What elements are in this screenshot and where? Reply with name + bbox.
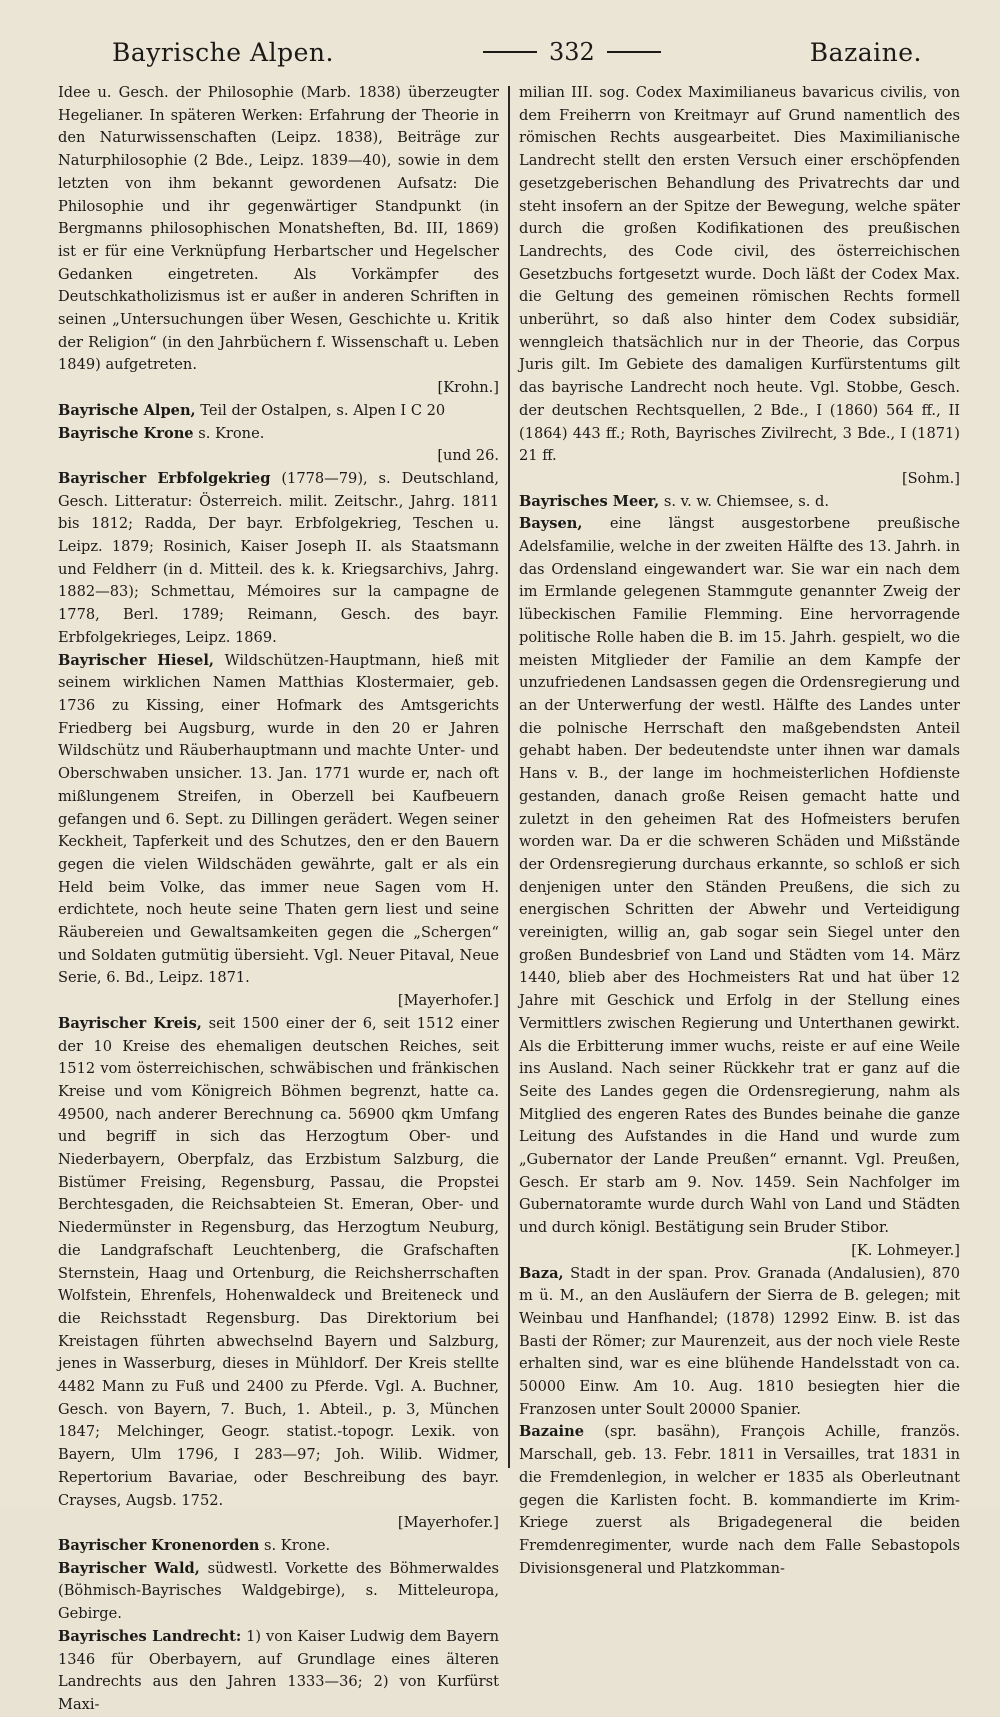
entry-signature: [Mayerhofer.]	[397, 1514, 499, 1532]
dictionary-entry	[58, 1013, 499, 1535]
entry-text: Stadt in der span. Prov. Granada (Andalusien), 870 m ü. M., an den Ausläufern der Sierra de B. gelegen; mit Weinbau und Hanfhandel; (1878) 12992 Einw. B. ist das Basti der Römer; zur Maurenzeit, aus der noch viele Reste erhalten sind, war es eine blühende Handelsstadt von ca. 50000 Einw. Am 10. Aug. 1810 besiegten hier die Franzosen unter Soult 20000 Spanier.	[519, 1264, 960, 1418]
running-head-right: Bazaine.	[809, 37, 922, 67]
dictionary-entry	[519, 82, 960, 491]
dictionary-entry	[58, 1626, 499, 1717]
entry-headword: Baysen,	[519, 515, 583, 533]
entry-headword: Bayrisches Landrecht:	[58, 1627, 242, 1645]
entry-headword: Bayrischer Kreis,	[58, 1014, 202, 1032]
dictionary-entry	[519, 1263, 960, 1422]
entry-headword: Baza,	[519, 1264, 564, 1282]
entry-headword: Bayrischer Wald,	[58, 1559, 200, 1577]
entry-text: seit 1500 einer der 6, seit 1512 einer der 10 Kreise des ehemaligen deutschen Reiches, seit 1512 vom österreichischen, schwäbischen und fränkischen Kreise und vom Königreich Böhmen begrenzt, hatte ca. 49500, nach anderer Berechnung ca. 56900 qkm Umfang und begriff in sich das Herzogtum Ober- und Niederbayern, Oberpfalz, das Erzbistum Salzburg, die Bistümer Freising, Regensburg, Passau, die Propstei Berchtesgaden, die Reichsabteien St. Emeran, Ober- und Niedermünster in Regensburg, das Herzogtum Neuburg, die Landgrafschaft Leuchtenberg, die Grafschaften Sternstein, Haag und Ortenburg, die Reichsherrschaften Wolfstein, Ehrenfels, Hohenwaldeck und Breiteneck und die Reichsstadt Regensburg. Das Direktorium bei Kreistagen führten abwechselnd Bayern und Salzburg, jenes in Wasserburg, dieses in Mühldorf. Der Kreis stellte 4482 Mann zu Fuß und 2400 zu Pferde. Vgl. A. Buchner, Gesch. von Bayern, 7. Buch, 1. Abteil., p. 3, München 1847; Melchinger, Geogr. statist.-topogr. Lexik. von Bayern, Ulm 1796, I 283—97; Joh. Wilib. Widmer, Repertorium Bavariae, oder Beschreibung des bayr. Crayses, Augsb. 1752.	[58, 1014, 499, 1509]
entry-signature: [und 26.	[437, 447, 499, 465]
dictionary-entry	[519, 513, 960, 1262]
dictionary-entry	[58, 1558, 499, 1626]
entry-text: eine längst ausgestorbene preußische Adelsfamilie, welche in der zweiten Hälfte des 13. Jahrh. in das Ordensland eingewandert war. Sie war ein nach dem im Ermlande gelegenen Stammgute genannter Zweig der lübeckischen Familie Flemming. Eine hervorragende politische Rolle haben die B. im 15. Jahrh. gespielt, wo die meisten Mitglieder der Familie an dem Kampfe der unzufriedenen Landsassen gegen die Ordensregierung und an der Unterwerfung der westl. Hälfte des Landes unter die polnische Herrschaft den maßgebendsten Anteil gehabt haben. Der bedeutendste unter ihnen war damals Hans v. B., der lange im hochmeisterlichen Hofdienste gestanden, danach große Reisen gemacht hatte und zuletzt in den geheimen Rat des Hofmeisters berufen worden war. Da er die schweren Schäden und Mißstände der Ordensregierung durchaus erkannte, so schloß er sich denjenigen unter den Ständen Preußens, die sich zu energischen Schritten der Abwehr und Verteidigung vereinigten, willig an, gab sogar sein Siegel unter den großen Bundesbrief von Land und Städten vom 14. März 1440, blieb aber des Hochmeisters Rat und hat über 12 Jahre mit Geschick und Erfolg in der Stellung eines Vermittlers zwischen Regierung und Unterthanen gewirkt. Als die Erbitterung immer wuchs, reiste er auf eine Weile ins Ausland. Nach seiner Rückkehr trat er ganz auf die Seite des Landes gegen die Ordensregierung, nahm als Mitglied des engeren Rates des Bundes beinahe die ganze Leitung des Aufstandes in die Hand und wurde zum „Gubernator der Lande Preußen“ ernannt. Vgl. Preußen, Gesch. Er starb am 9. Nov. 1459. Sein Nachfolger im Gubernatoramte wurde durch Wahl von Land und Städten und durch königl. Bestätigung sein Bruder Stibor.	[519, 515, 960, 1237]
entry-text: milian III. sog. Codex Maximilianeus bavaricus civilis, von dem Freiherrn von Kreitmayr auf Grund namentlich des römischen Rechts ausgearbeitet. Dies Maximilianische Landrecht stellt den ersten Versuch einer erschöpfenden gesetzgeberischen Behandlung des Privatrechts dar und steht insofern an der Spitze der Bewegung, welche später durch die großen Kodifikationen des preußischen Landrechts, des Code civil, des österreichischen Gesetzbuchs fortgesetzt wurde. Doch läßt der Codex Max. die Geltung des gemeinen römischen Rechts formell unberührt, so daß also hinter dem Codex subsidiär, wenngleich thatsächlich nur in der Theorie, das Corpus Juris gilt. Im Gebiete des damaligen Kurfürstentums gilt das bayrische Landrecht noch heute. Vgl. Stobbe, Gesch. der deutschen Rechtsquellen, 2 Bde., I (1860) 564 ff., II (1864) 443 ff.; Roth, Bayrisches Zivilrecht, 3 Bde., I (1871) 21 ff.	[519, 84, 960, 465]
dictionary-entry	[519, 491, 960, 514]
entry-text: 1) von Kaiser Ludwig dem Bayern 1346 für Oberbayern, auf Grundlage eines älteren Landrechts aus den Jahren 1333—36; 2) von Kurfürst Maxi-	[58, 1627, 499, 1713]
page-number: 332	[548, 38, 595, 66]
entry-headword: Bayrische Alpen,	[58, 401, 196, 419]
entry-headword: Bayrischer Kronenorden	[58, 1537, 260, 1554]
dictionary-entry	[58, 468, 499, 650]
entry-headword: Bayrischer Erbfolgekrieg	[58, 469, 271, 487]
entry-text: Wildschützen-Hauptmann, hieß mit seinem wirklichen Namen Matthias Klostermaier, geb. 1736 zu Kissing, einer Hofmark des Amtsgerichts Friedberg bei Augsburg, wurde in den 20 er Jahren Wildschütz und Räuberhauptmann und machte Unter- und Oberschwaben unsicher. 13. Jan. 1771 wurde er, nach oft mißlungenem Streifen, in Oberzell bei Kaufbeuern gefangen und 6. Sept. zu Dillingen gerädert. Wegen seiner Keckheit, Tapferkeit und des Schutzes, den er den Bauern gegen die vielen Wildschäden gewährte, galt er als ein Held beim Volke, das immer neue Sagen vom H. erdichtete, noch heute seine Thaten gern liest und seine Räubereien und Gewaltsamkeiten gegen die „Schergen“ und Soldaten gutmütig übersieht. Vgl. Neuer Pitaval, Neue Serie, 6. Bd., Leipz. 1871.	[58, 651, 500, 987]
page-number-block	[483, 38, 661, 66]
entry-signature: [Sohm.]	[901, 469, 960, 487]
entry-headword: Bayrisches Meer,	[519, 492, 660, 510]
entry-text: s. Krone.	[259, 1537, 331, 1554]
header-dash-right	[607, 51, 661, 53]
entry-signature: [K. Lohmeyer.]	[851, 1241, 960, 1259]
entry-text: (1778—79), s. Deutschland, Gesch. Litteratur: Österreich. milit. Zeitschr., Jahrg. 1811 bis 1812; Radda, Der bayr. Erbfolgekrieg, Teschen u. Leipz. 1879; Rosinich, Kaiser Joseph II. als Staatsmann und Feldherr (in d. Mitteil. des k. k. Kriegsarchivs, Jahrg. 1882—83); Schmettau, Mémoires sur la campagne de 1778, Berl. 1789; Reimann, Gesch. des bayr. Erbfolgekrieges, Leipz. 1869.	[58, 469, 499, 646]
dictionary-entry	[58, 423, 499, 468]
entry-headword: Bayrische Krone	[58, 424, 194, 442]
dictionary-entry	[58, 650, 499, 1013]
entry-text: (spr. basähn), François Achille, französ. Marschall, geb. 13. Febr. 1811 in Versailles, trat 1831 in die Fremdenlegion, in welcher er 1835 als Oberleutnant gegen die Karlisten focht. B. kommandierte im Krim-Kriege zuerst als Brigadegeneral die beiden Fremdenregimenter, wurde nach dem Falle Sebastopols Divisionsgeneral und Platzkomman-	[519, 1423, 960, 1577]
entry-headword: Bazaine	[519, 1423, 584, 1441]
entry-text: südwestl. Vorkette des Böhmerwaldes (Böhmisch-Bayrisches Waldgebirge), s. Mitteleuropa, Gebirge.	[58, 1559, 499, 1623]
entry-text: Teil der Ostalpen, s. Alpen I C 20	[195, 401, 446, 419]
entry-signature: [Mayerhofer.]	[397, 992, 499, 1010]
header-dash-left	[483, 51, 537, 53]
entry-text: s. Krone.	[193, 424, 265, 442]
right-column	[510, 82, 960, 1577]
entry-text: Idee u. Gesch. der Philosophie (Marb. 1838) überzeugter Hegelianer. In späteren Werken: Erfahrung der Theorie in den Naturwissenschaften (Leipz. 1838), Beiträge zur Naturphilosophie (2 Bde., Leipz. 1839—40), sowie in dem letzten von ihm bekannt gewordenen Aufsatz: Die Philosophie und ihr gegenwärtiger Standpunkt (in Bergmanns philosophischen Monatsheften, Bd. III, 1869) ist er für eine Verknüpfung Herbartscher und Hegelscher Gedanken eingetreten. Als Vorkämpfer des Deutschkatholizismus ist er außer in anderen Schriften in seinen „Untersuchungen über Wesen, Geschichte u. Kritik der Religion“ (in den Jahrbüchern f. Wissenschaft u. Leben 1849) aufgetreten.	[58, 84, 499, 374]
entry-headword: Bayrischer Hiesel,	[58, 651, 214, 669]
dictionary-entry	[519, 1421, 960, 1580]
dictionary-entry	[58, 400, 499, 423]
page-header	[112, 34, 922, 70]
text-columns	[58, 82, 960, 1713]
running-head-left: Bayrische Alpen.	[112, 37, 334, 67]
left-column	[58, 82, 508, 1713]
entry-signature: [Krohn.]	[437, 379, 499, 397]
dictionary-entry	[58, 1535, 499, 1558]
dictionary-entry	[58, 82, 499, 400]
entry-text: s. v. w. Chiemsee, s. d.	[659, 492, 829, 510]
